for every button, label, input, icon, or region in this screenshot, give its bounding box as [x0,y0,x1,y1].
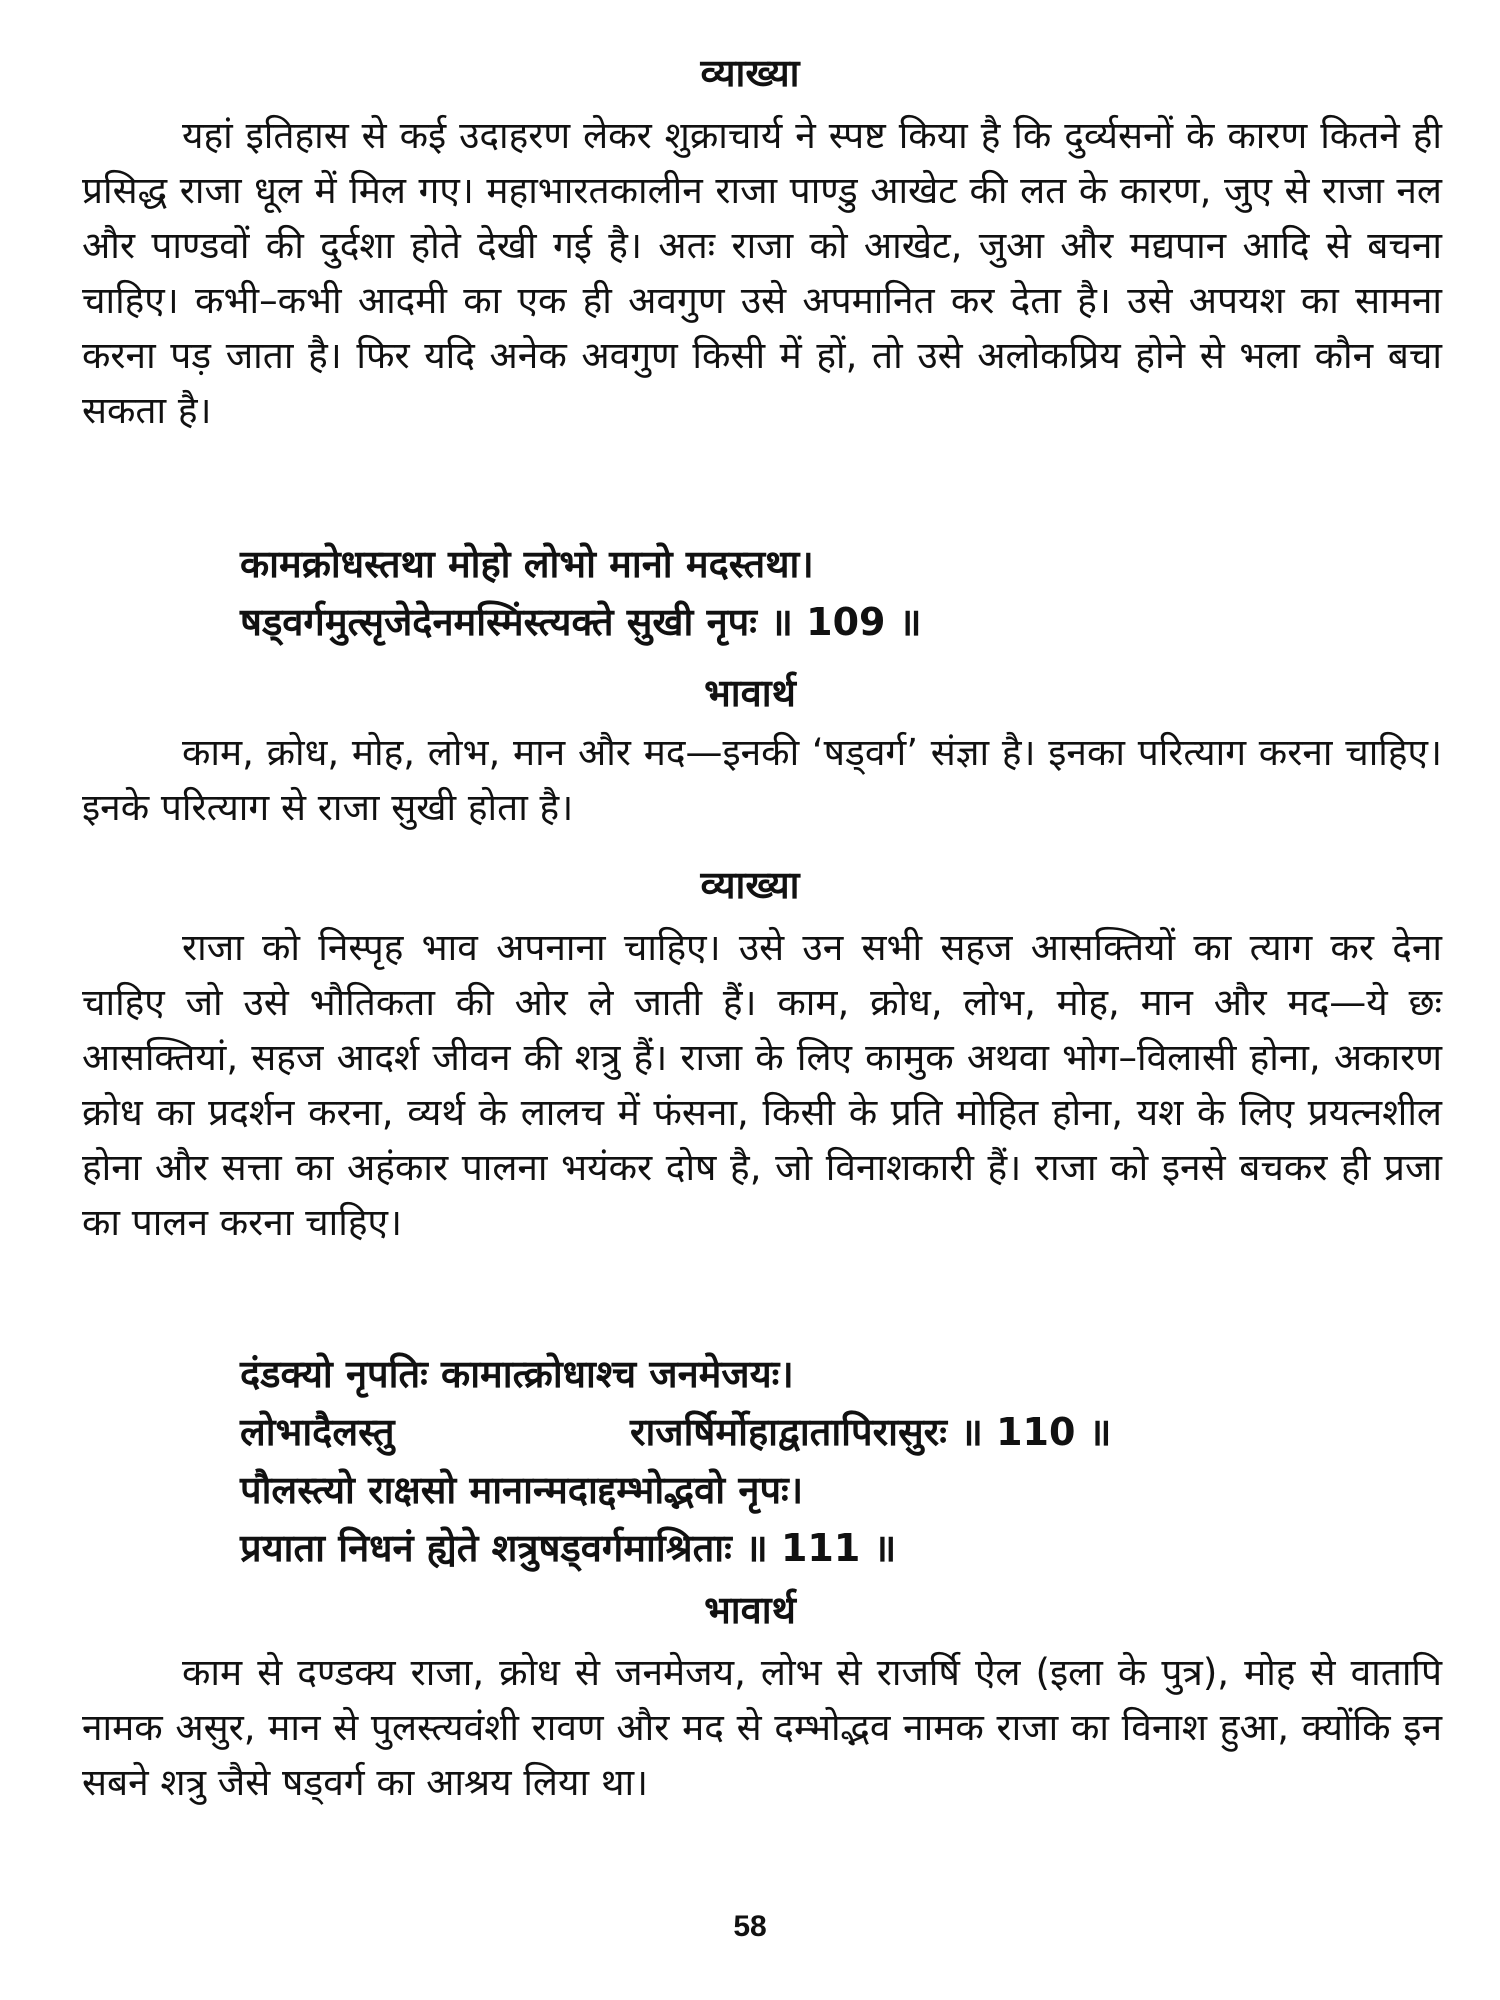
verse-line-1: दंडक्यो नृपतिः कामात्क्रोधाश्च जनमेजयः। [240,1352,794,1396]
paragraph-text: यहां इतिहास से कई उदाहरण लेकर शुक्राचार्य ने स्पष्ट किया है कि दुर्व्यसनों के कारण कितने ही प्रसिद्ध राजा धूल में मिल गए। महाभारतकालीन राजा पाण्डु आखेट की लत के कारण, जुए से राजा नल और पाण्डवों की दुर्दशा होते देखी गई है। अतः राजा को आखेट, जुआ और मद्यपान आदि से बचना चाहिए। कभी–कभी आदमी का एक ही अवगुण उसे अपमानित कर देता है। उसे अपयश का सामना करना पड़ जाता है। फिर यदि अनेक अवगुण किसी में हों, तो उसे अलोकप्रिय होने से भला कौन बचा सकता है। [82,114,1442,432]
verse-line-2-part-b: राजर्षिर्मोहाद्वातापिरासुरः ॥ 110 ॥ [630,1410,1112,1454]
section-heading-vyakhya-2 [0,860,1500,910]
verse-line-3: पौलस्त्यो राक्षसो मानान्मदाद्दम्भोद्भवो नृपः। [240,1468,804,1512]
meaning-paragraph-2 [0,1645,1500,1810]
verse-block-110-111 [0,1345,1500,1577]
section-heading-bhavartha-1 [0,668,1500,718]
verse-line-4: प्रयाता निधनं ह्येते शत्रुषड्वर्गमाश्रिताः ॥ 111 ॥ [240,1526,897,1570]
heading-text: व्याख्या [700,51,800,95]
verse-line-2: षड्वर्गमुत्सृजेदेनमस्मिंस्त्यक्ते सुखी नृपः ॥ 109 ॥ [240,600,922,644]
paragraph-text: काम, क्रोध, मोह, लोभ, मान और मद—इनकी ‘षड्वर्ग’ संज्ञा है। इनका परित्याग करना चाहिए। इनके परित्याग से राजा सुखी होता है। [82,731,1443,829]
commentary-paragraph-1 [0,108,1500,438]
section-heading-bhavartha-2 [0,1585,1500,1635]
verse-block-109 [0,535,1500,651]
page-number: 58 [733,1910,767,1943]
heading-text: व्याख्या [700,863,800,907]
verse-line-2-part-a: लोभादैलस्तु [240,1410,395,1454]
verse-line-1: कामक्रोधस्तथा मोहो लोभो मानो मदस्तथा। [240,542,814,586]
paragraph-text: काम से दण्डक्य राजा, क्रोध से जनमेजय, लोभ से राजर्षि ऐल (इला के पुत्र), मोह से वातापि नामक असुर, मान से पुलस्त्यवंशी रावण और मद से दम्भोद्भव नामक राजा का विनाश हुआ, क्योंकि इन सबने शत्रु जैसे षड्वर्ग का आश्रय लिया था। [82,1651,1442,1804]
meaning-paragraph-1 [0,725,1500,835]
verse-line-2 [0,1403,1500,1461]
heading-text: भावार्थ [704,1588,796,1632]
heading-text: भावार्थ [704,671,796,715]
section-heading-vyakhya-1 [0,48,1500,98]
paragraph-text: राजा को निस्पृह भाव अपनाना चाहिए। उसे उन सभी सहज आसक्तियों का त्याग कर देना चाहिए जो उसे भौतिकता की ओर ले जाती हैं। काम, क्रोध, लोभ, मोह, मान और मद—ये छः आसक्तियां, सहज आदर्श जीवन की शत्रु हैं। राजा के लिए कामुक अथवा भोग–विलासी होना, अकारण क्रोध का प्रदर्शन करना, व्यर्थ के लालच में फंसना, किसी के प्रति मोहित होना, यश के लिए प्रयत्नशील होना और सत्ता का अहंकार पालना भयंकर दोष है, जो विनाशकारी हैं। राजा को इनसे बचकर ही प्रजा का पालन करना चाहिए। [82,926,1442,1244]
commentary-paragraph-2 [0,920,1500,1250]
